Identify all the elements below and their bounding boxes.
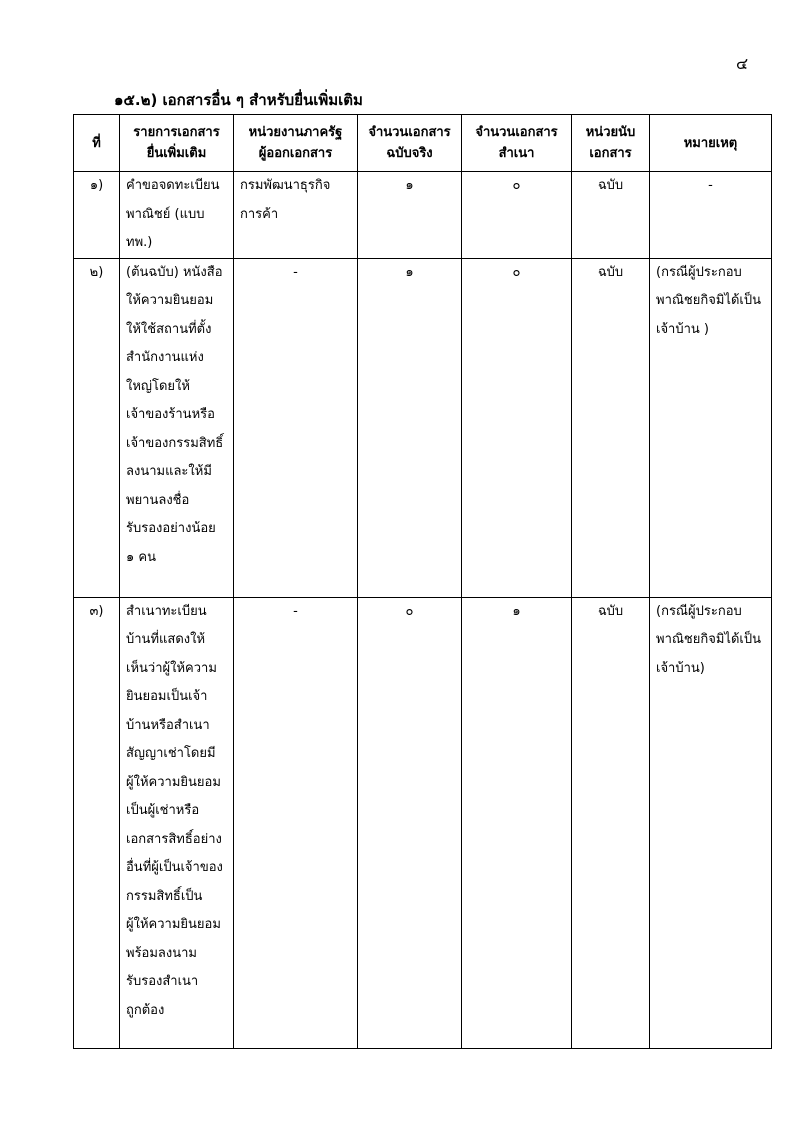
table-row: [74, 597, 772, 1048]
page-number: ๔: [736, 54, 749, 73]
cell-item: คำขอจดทะเบียน พาณิชย์ (แบบ ทพ.): [120, 172, 234, 259]
cell-agency: -: [234, 258, 358, 597]
header-original: จำนวนเอกสาร ฉบับจริง: [358, 115, 462, 172]
cell-no: ๑): [74, 172, 120, 259]
cell-item: (ต้นฉบับ) หนังสือ ให้ความยินยอม ให้ใช้สถานที่ตั้ง สำนักงานแห่ง ใหญ่โดยให้ เจ้าของร้านหรือ เจ้าของกรรมสิทธิ์ ลงนามและให้มี พยานลงชื่อ รับรองอย่างน้อย ๑ คน: [120, 258, 234, 597]
cell-remark: -: [650, 172, 772, 259]
table-row: [74, 258, 772, 597]
header-unit: หน่วยนับ เอกสาร: [572, 115, 650, 172]
cell-no: ๓): [74, 597, 120, 1048]
header-agency: หน่วยงานภาครัฐ ผู้ออกเอกสาร: [234, 115, 358, 172]
cell-remark: (กรณีผู้ประกอบ พาณิชยกิจมิได้เป็น เจ้าบ้าน): [650, 597, 772, 1048]
cell-copy: ๐: [462, 258, 572, 597]
cell-copy: ๑: [462, 597, 572, 1048]
header-no: ที่: [74, 115, 120, 172]
cell-unit: ฉบับ: [572, 172, 650, 259]
cell-original: ๑: [358, 258, 462, 597]
cell-unit: ฉบับ: [572, 597, 650, 1048]
header-remark: หมายเหตุ: [650, 115, 772, 172]
cell-agency: -: [234, 597, 358, 1048]
table-header-row: [74, 115, 772, 172]
table-row: [74, 172, 772, 259]
header-copy: จำนวนเอกสาร สำเนา: [462, 115, 572, 172]
documents-table: [73, 114, 772, 1049]
cell-agency: กรมพัฒนาธุรกิจ การค้า: [234, 172, 358, 259]
cell-copy: ๐: [462, 172, 572, 259]
section-title: ๑๕.๒) เอกสารอื่น ๆ สำหรับยื่นเพิ่มเติม: [114, 91, 363, 109]
header-item: รายการเอกสาร ยื่นเพิ่มเติม: [120, 115, 234, 172]
cell-unit: ฉบับ: [572, 258, 650, 597]
cell-item: สำเนาทะเบียน บ้านที่แสดงให้ เห็นว่าผู้ให้ความ ยินยอมเป็นเจ้า บ้านหรือสำเนา สัญญาเช่าโดยมี ผู้ให้ความยินยอม เป็นผู้เช่าหรือ เอกสารสิทธิ์อย่าง อื่นที่ผู้เป็นเจ้าของ กรรมสิทธิ์เป็น ผู้ให้ความยินยอม พร้อมลงนาม รับรองสำเนา ถูกต้อง: [120, 597, 234, 1048]
cell-original: ๐: [358, 597, 462, 1048]
cell-original: ๑: [358, 172, 462, 259]
cell-no: ๒): [74, 258, 120, 597]
cell-remark: (กรณีผู้ประกอบ พาณิชยกิจมิได้เป็น เจ้าบ้าน ): [650, 258, 772, 597]
